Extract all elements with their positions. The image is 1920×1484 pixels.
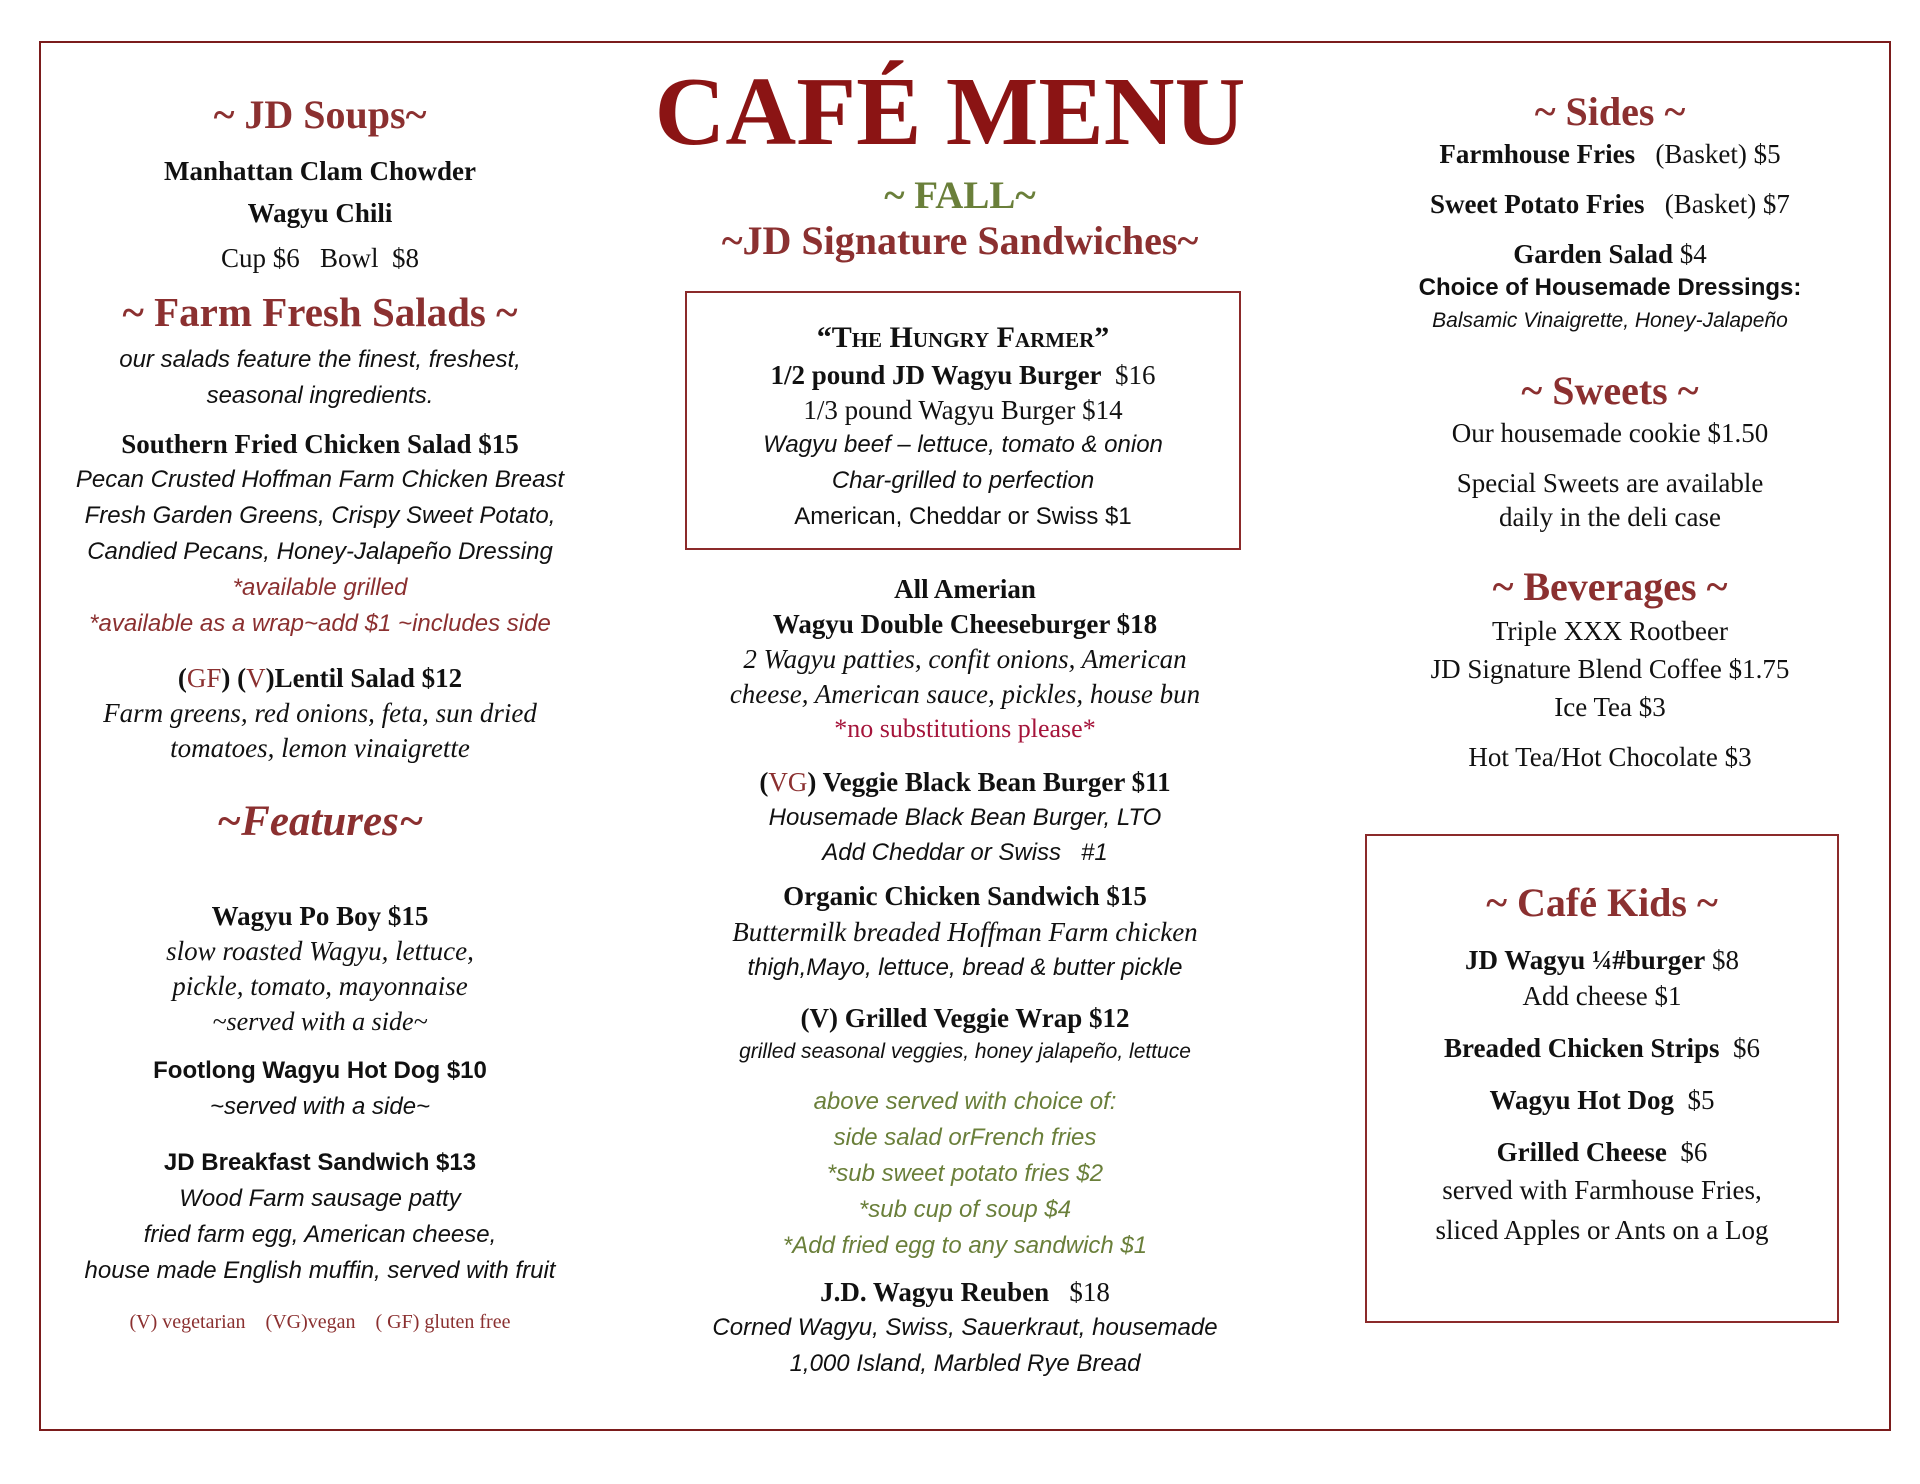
menu-item-price: (Basket) $7 [1664, 189, 1790, 219]
menu-item-desc: Buttermilk breaded Hoffman Farm chicken [732, 917, 1198, 947]
menu-item-title: JD Breakfast Sandwich $13 [163, 1149, 477, 1176]
menu-item-desc: house made English muffin, served with fruit [84, 1257, 556, 1284]
kids-heading: ~ Café Kids ~ [1486, 880, 1718, 925]
sides-heading: ~ Sides ~ [1534, 89, 1686, 134]
menu-item-name: Breaded Chicken Strips [1443, 1033, 1720, 1063]
salads-intro: seasonal ingredients. [206, 382, 434, 409]
kids-note: Add cheese $1 [1522, 981, 1682, 1011]
beverages-heading: ~ Beverages ~ [1492, 564, 1728, 609]
menu-item-price: $18 [1069, 1277, 1110, 1307]
menu-item-price: $6 [1680, 1137, 1708, 1167]
menu-item-name: Lentil Salad $12 [274, 663, 463, 693]
menu-item-desc: Pecan Crusted Hoffman Farm Chicken Breast [75, 466, 565, 493]
center-column-items [665, 572, 1265, 1382]
menu-item-name: Sweet Potato Fries [1430, 189, 1645, 219]
features-heading: ~Features~ [216, 798, 424, 845]
menu-item-price: $16 [1115, 360, 1156, 390]
menu-item-price: $4 [1679, 239, 1707, 269]
menu-item-price: (Basket) $5 [1655, 139, 1781, 169]
menu-item-desc: thigh,Mayo, lettuce, bread & butter pickle [747, 954, 1183, 981]
sandwiches-heading: ~JD Signature Sandwiches~ [721, 218, 1199, 263]
menu-item-title: (V) Grilled Veggie Wrap $12 [800, 1003, 1130, 1033]
kids-note: sliced Apples or Ants on a Log [1435, 1215, 1769, 1245]
v-badge: V [246, 663, 266, 693]
season-label: ~ FALL~ [884, 174, 1036, 217]
menu-item-desc: Corned Wagyu, Swiss, Sauerkraut, housemade [712, 1314, 1218, 1341]
menu-item-title [665, 1274, 1265, 1310]
salads-heading: ~ Farm Fresh Salads ~ [122, 289, 518, 335]
menu-item-name: Grilled Cheese [1496, 1137, 1667, 1167]
sweet-item: Our housemade cookie $1.50 [1451, 418, 1769, 448]
menu-item-desc: American, Cheddar or Swiss $1 [794, 503, 1132, 530]
beverage-item: Triple XXX Rootbeer [1492, 616, 1728, 646]
hungry-farmer-box [685, 291, 1241, 550]
menu-item-desc: fried farm egg, American cheese, [143, 1221, 497, 1248]
served-with-note: side salad orFrench fries [833, 1124, 1097, 1151]
beverage-item: Ice Tea $3 [1554, 692, 1666, 722]
menu-item-name: Veggie Black Bean Burger $11 [822, 767, 1171, 797]
side-item [1340, 236, 1880, 272]
menu-item-desc: slow roasted Wagyu, lettuce, [166, 936, 474, 966]
sweet-note: daily in the deli case [1499, 502, 1721, 532]
soup-item: Manhattan Clam Chowder [163, 156, 476, 186]
menu-item-title: Footlong Wagyu Hot Dog $10 [153, 1057, 487, 1084]
gf-badge: GF [186, 663, 222, 693]
menu-item-name: Wagyu Hot Dog [1489, 1085, 1675, 1115]
dressing-title: Choice of Housemade Dressings: [1418, 274, 1802, 301]
served-with-note: *sub sweet potato fries $2 [826, 1160, 1104, 1187]
sweet-note: Special Sweets are available [1456, 468, 1764, 498]
menu-item-desc: Char-grilled to perfection [831, 467, 1095, 494]
page-title: CAFÉ MENU [654, 58, 1246, 166]
served-with-note: *Add fried egg to any sandwich $1 [782, 1232, 1148, 1259]
cafe-kids-box [1365, 834, 1839, 1323]
right-column [1340, 88, 1880, 776]
menu-item-title: Wagyu Po Boy $15 [211, 901, 429, 931]
menu-item-name: J.D. Wagyu Reuben [820, 1277, 1050, 1307]
menu-item-desc: 2 Wagyu patties, confit onions, American [743, 644, 1187, 674]
menu-item-desc: pickle, tomato, mayonnaise [172, 971, 468, 1001]
vg-badge: VG [768, 767, 808, 797]
menu-item-desc: ~served with a side~ [212, 1007, 428, 1036]
menu-item-desc: Wood Farm sausage patty [179, 1185, 461, 1212]
dressing-list: Balsamic Vinaigrette, Honey-Jalapeño [1432, 309, 1788, 332]
menu-item-desc: 1,000 Island, Marbled Rye Bread [789, 1350, 1141, 1377]
menu-item-title [687, 357, 1239, 393]
menu-item-title: All Amerian [894, 574, 1036, 604]
side-item [1340, 186, 1880, 222]
menu-item-title: (GF) (V)Lentil Salad $12 [177, 663, 463, 693]
menu-item-price: $6 [1733, 1033, 1761, 1063]
center-column [660, 174, 1260, 264]
menu-item-desc: tomatoes, lemon vinaigrette [170, 733, 470, 763]
beverage-item: Hot Tea/Hot Chocolate $3 [1468, 742, 1752, 772]
menu-item-name: 1/2 pound JD Wagyu Burger [770, 360, 1102, 390]
menu-item-title: Organic Chicken Sandwich $15 [783, 881, 1147, 911]
menu-item-title: (VG) Veggie Black Bean Burger $11 [759, 767, 1171, 797]
menu-item-desc: ~served with a side~ [209, 1093, 431, 1120]
menu-item-desc: Housemade Black Bean Burger, LTO [768, 804, 1162, 831]
menu-item-name: Garden Salad [1513, 239, 1674, 269]
menu-item-title: Wagyu Double Cheeseburger $18 [772, 609, 1158, 639]
menu-item-title: Southern Fried Chicken Salad $15 [121, 429, 519, 459]
menu-item-price: $5 [1687, 1085, 1715, 1115]
kids-item [1367, 942, 1837, 978]
menu-item-desc: cheese, American sauce, pickles, house bun [729, 679, 1201, 709]
menu-item-desc: grilled seasonal veggies, honey jalapeño, lettuce [739, 1040, 1191, 1063]
sweets-heading: ~ Sweets ~ [1521, 368, 1699, 413]
soup-prices: Cup $6 Bowl $8 [220, 243, 420, 273]
kids-item [1367, 1030, 1837, 1066]
soup-item: Wagyu Chili [247, 198, 393, 228]
menu-item-price: $8 [1712, 945, 1740, 975]
menu-item-note: *no substitutions please* [834, 714, 1096, 743]
salads-intro: our salads feature the finest, freshest, [119, 346, 521, 373]
diet-legend: (V) vegetarian (VG)vegan ( GF) gluten free [129, 1311, 511, 1333]
hungry-farmer-title: “The Hungry Farmer” [816, 321, 1110, 354]
kids-item [1367, 1134, 1837, 1170]
menu-item-name: Farmhouse Fries [1439, 139, 1636, 169]
side-item [1340, 136, 1880, 172]
served-with-note: *sub cup of soup $4 [858, 1196, 1072, 1223]
menu-item-desc: Candied Pecans, Honey-Jalapeño Dressing [87, 538, 553, 565]
beverage-item: JD Signature Blend Coffee $1.75 [1430, 654, 1790, 684]
left-column [45, 90, 595, 1337]
kids-item [1367, 1082, 1837, 1118]
soups-heading: ~ JD Soups~ [213, 92, 427, 137]
menu-item-note: *available as a wrap~add $1 ~includes side [89, 610, 551, 637]
menu-item-desc: Farm greens, red onions, feta, sun dried [103, 698, 537, 728]
menu-item-note: *available grilled [232, 574, 408, 601]
kids-note: served with Farmhouse Fries, [1442, 1175, 1762, 1205]
menu-item-desc: 1/3 pound Wagyu Burger $14 [803, 395, 1123, 425]
menu-item-desc: Add Cheddar or Swiss #1 [822, 839, 1108, 866]
menu-item-desc: Fresh Garden Greens, Crispy Sweet Potato, [84, 502, 556, 529]
menu-item-desc: Wagyu beef – lettuce, tomato & onion [763, 431, 1163, 458]
menu-item-name: JD Wagyu ¼#burger [1464, 945, 1706, 975]
served-with-note: above served with choice of: [813, 1088, 1117, 1115]
